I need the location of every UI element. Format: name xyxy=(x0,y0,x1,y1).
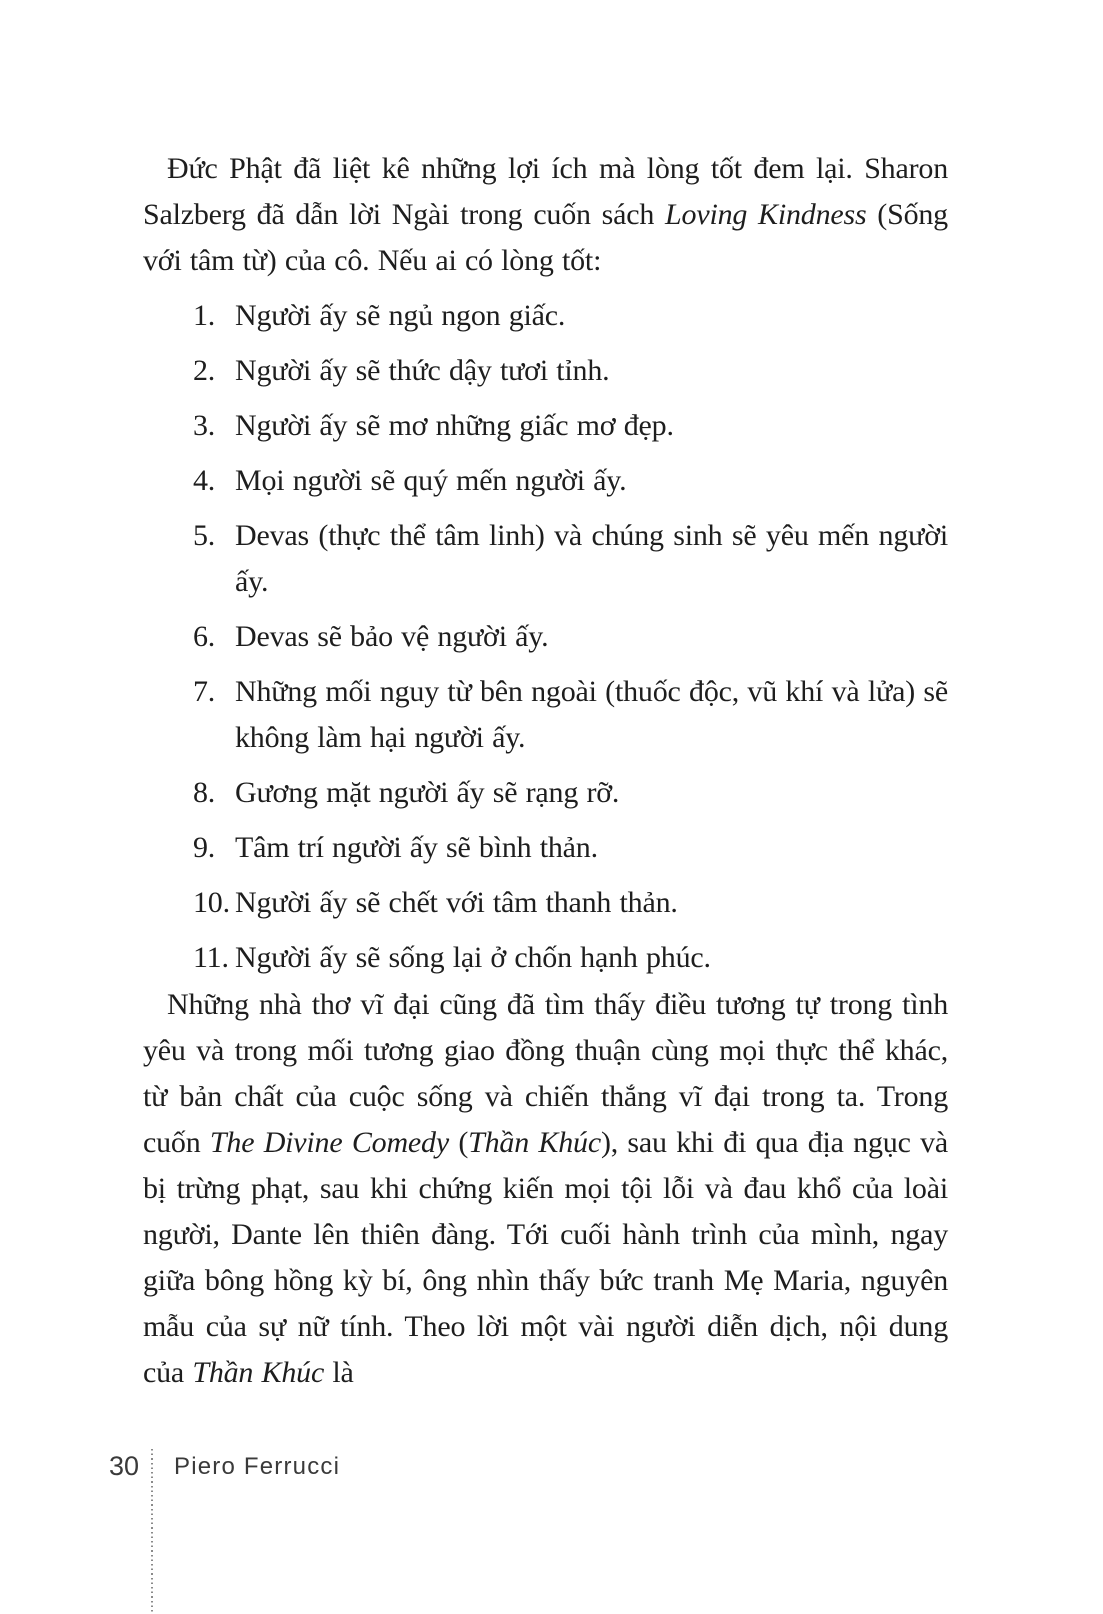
text-run: Những nhà thơ vĩ đại cũng đã tìm thấy điều tương tự trong tình yêu và trong mối tương giao đồng thuận cùng mọi thực thể khác, từ bản chất của cuộc sống và chiến thắng vĩ đại trong ta. Trong cuốn xyxy=(143,988,948,1159)
item-text: Gương mặt người ấy sẽ rạng rỡ. xyxy=(235,776,620,809)
item-number: 4. xyxy=(193,464,216,497)
italic-text-run: Loving Kindness xyxy=(665,198,867,231)
benefit-item xyxy=(143,770,948,816)
text-run: là xyxy=(324,1356,354,1389)
text-run: ), sau khi đi qua địa ngục và bị trừng phạt, sau khi chứng kiến mọi tội lỗi và đau khổ của loài người, Dante lên thiên đàng. Tới cuối hành trình của mình, ngay giữa bông hồng kỳ bí, ông nhìn thấy bức tranh Mẹ Maria, nguyên mẫu của sự nữ tính. Theo lời một vài người diễn dịch, nội dung của xyxy=(143,1126,948,1389)
item-number: 5. xyxy=(193,519,216,552)
item-number: 11. xyxy=(193,941,229,974)
item-number: 10. xyxy=(193,886,230,919)
benefit-item xyxy=(143,458,948,504)
benefit-item xyxy=(143,880,948,926)
benefit-item xyxy=(143,348,948,394)
item-text: Người ấy sẽ ngủ ngon giấc. xyxy=(235,299,566,332)
item-text: Người ấy sẽ mơ những giấc mơ đẹp. xyxy=(235,409,674,442)
item-text: Người ấy sẽ thức dậy tươi tỉnh. xyxy=(235,354,610,387)
page-number: 30 xyxy=(109,1451,140,1481)
benefit-item xyxy=(143,935,948,981)
item-number: 7. xyxy=(193,675,216,708)
italic-text-run: Thần Khúc xyxy=(192,1356,325,1389)
poets-paragraph xyxy=(143,982,948,1396)
italic-text-run: Thần Khúc xyxy=(468,1126,601,1159)
author-name: Piero Ferrucci xyxy=(174,1453,341,1480)
benefit-item xyxy=(143,403,948,449)
benefit-item xyxy=(143,513,948,605)
item-number: 1. xyxy=(193,299,216,332)
text-run: (Sống với tâm từ) của cô. Nếu ai có lòng tốt: xyxy=(143,198,948,277)
page-body xyxy=(143,146,948,1396)
item-number: 3. xyxy=(193,409,216,442)
item-text: Người ấy sẽ sống lại ở chốn hạnh phúc. xyxy=(235,941,711,974)
benefit-item xyxy=(143,614,948,660)
item-number: 6. xyxy=(193,620,216,653)
text-run: ( xyxy=(448,1126,469,1159)
italic-text-run: The Divine Comedy xyxy=(209,1126,449,1159)
item-text: Người ấy sẽ chết với tâm thanh thản. xyxy=(235,886,678,919)
intro-paragraph xyxy=(143,146,948,284)
item-text: Mọi người sẽ quý mến người ấy. xyxy=(235,464,627,497)
item-text: Devas (thực thể tâm linh) và chúng sinh sẽ yêu mến người ấy. xyxy=(235,519,948,598)
benefit-item xyxy=(143,825,948,871)
item-text: Những mối nguy từ bên ngoài (thuốc độc, vũ khí và lửa) sẽ không làm hại người ấy. xyxy=(235,675,948,754)
item-text: Devas sẽ bảo vệ người ấy. xyxy=(235,620,549,653)
benefit-item xyxy=(143,293,948,339)
text-run: Đức Phật đã liệt kê những lợi ích mà lòng tốt đem lại. Sharon Salzberg đã dẫn lời Ngài trong cuốn sách xyxy=(143,152,948,231)
item-number: 2. xyxy=(193,354,216,387)
footer-divider xyxy=(151,1449,153,1614)
benefits-list xyxy=(143,293,948,981)
item-text: Tâm trí người ấy sẽ bình thản. xyxy=(235,831,598,864)
item-number: 8. xyxy=(193,776,216,809)
benefit-item xyxy=(143,669,948,761)
item-number: 9. xyxy=(193,831,216,864)
